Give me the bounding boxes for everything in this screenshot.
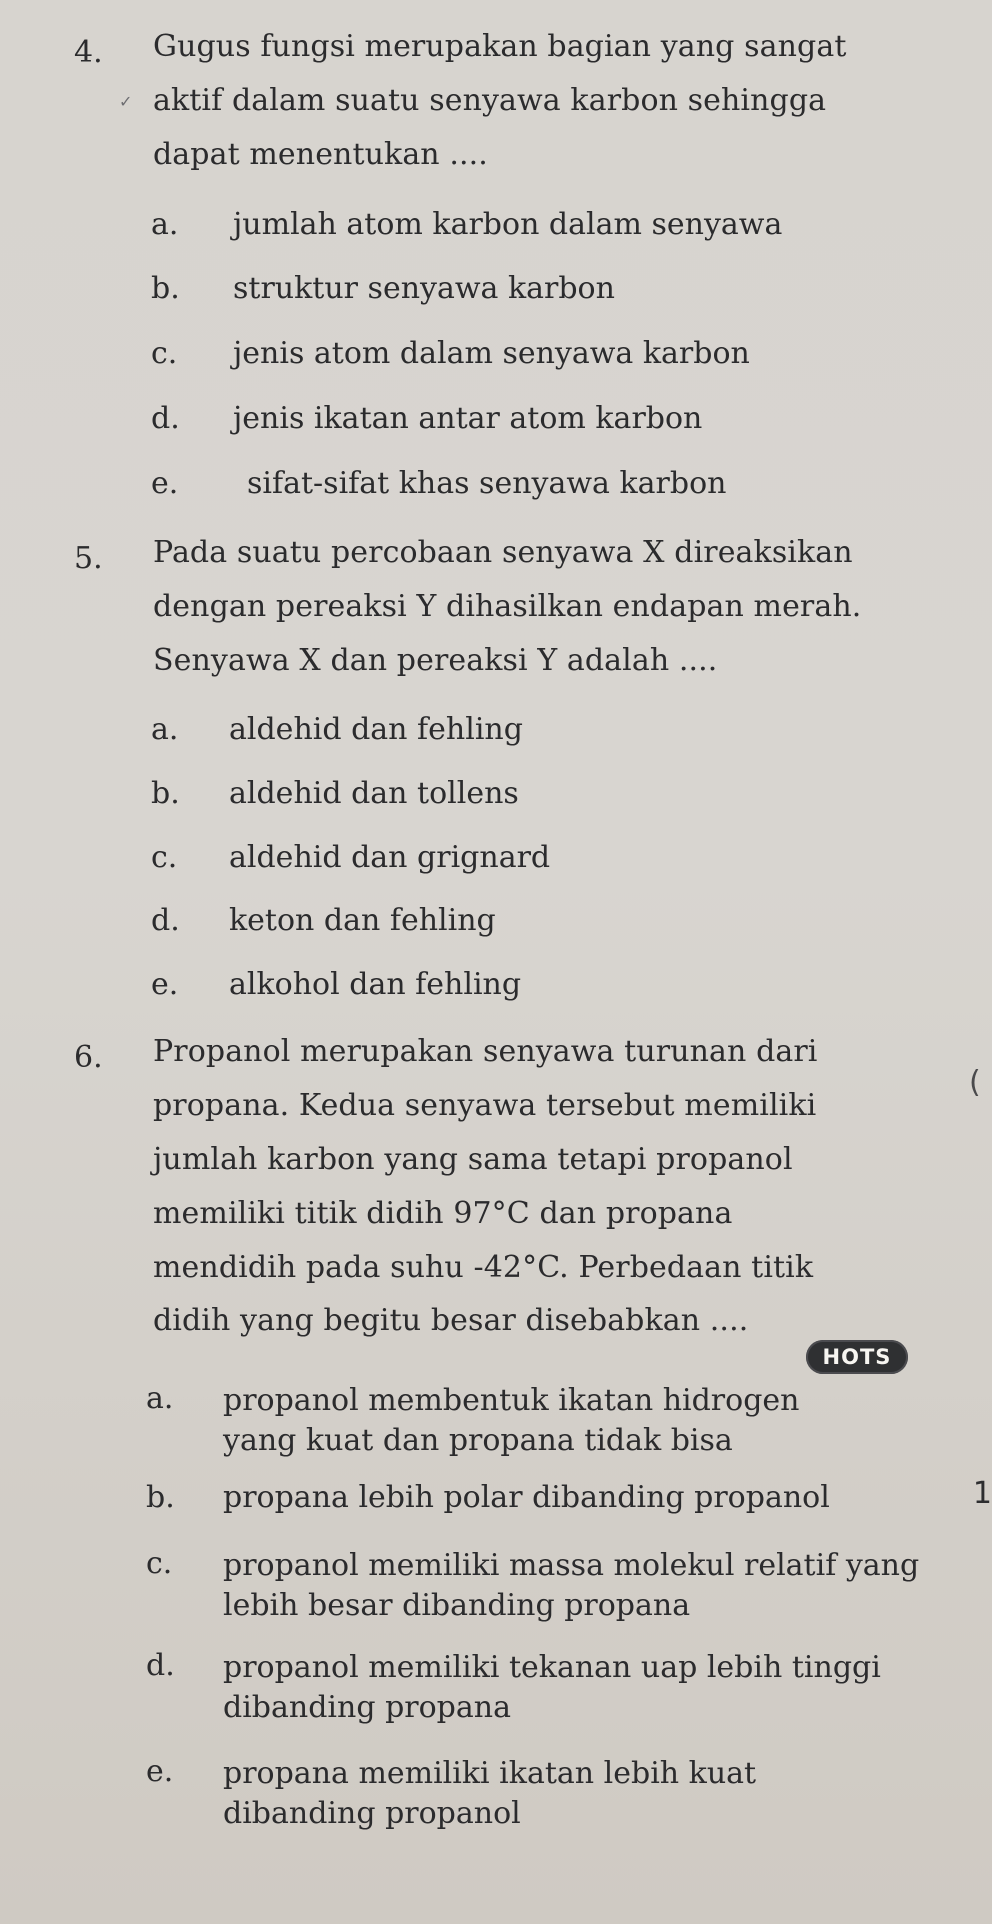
option-text: propanol memiliki tekanan uap lebih tinggi dibanding propana bbox=[223, 1650, 881, 1725]
check-mark-icon: ✓ bbox=[119, 92, 133, 111]
stem-line: memiliki titik didih 97°C dan propana bbox=[153, 1195, 733, 1231]
option-text: propana memiliki ikatan lebih kuat dibanding propanol bbox=[223, 1756, 757, 1831]
stem-line: mendidih pada suhu -42°C. Perbedaan titik bbox=[153, 1249, 814, 1285]
option-text: jenis atom dalam senyawa karbon bbox=[233, 336, 750, 371]
option-text: aldehid dan tollens bbox=[229, 776, 519, 811]
option-letter: a. bbox=[146, 1381, 174, 1416]
option-text: alkohol dan fehling bbox=[229, 967, 522, 1002]
option-d[interactable] bbox=[146, 1648, 946, 1734]
option-text: keton dan fehling bbox=[229, 903, 496, 938]
option-text: propanol membentuk ikatan hidrogen yang kuat dan propana tidak bisa bbox=[223, 1383, 800, 1458]
stem-line: dapat menentukan .... bbox=[153, 136, 488, 172]
option-letter: b. bbox=[146, 1480, 175, 1515]
stem-line: Senyawa X dan pereaksi Y adalah .... bbox=[153, 642, 718, 678]
option-a[interactable] bbox=[146, 1381, 946, 1467]
option-text: struktur senyawa karbon bbox=[233, 271, 615, 306]
question-number: 4. bbox=[74, 35, 103, 70]
option-letter: e. bbox=[146, 1754, 174, 1789]
margin-parenthesis: ( bbox=[969, 1065, 981, 1100]
option-letter: a. bbox=[151, 712, 179, 747]
option-c[interactable] bbox=[146, 1546, 946, 1632]
stem-line: Pada suatu percobaan senyawa X direaksikan bbox=[153, 535, 853, 570]
option-b[interactable] bbox=[146, 1480, 946, 1520]
option-text: propanol memiliki massa molekul relatif yang lebih besar dibanding propana bbox=[223, 1548, 920, 1623]
option-text: aldehid dan grignard bbox=[229, 840, 551, 875]
option-letter: c. bbox=[146, 1546, 173, 1581]
option-text: jumlah atom karbon dalam senyawa bbox=[233, 207, 783, 242]
stem-line: propana. Kedua senyawa tersebut memiliki bbox=[153, 1087, 817, 1123]
option-letter: a. bbox=[151, 207, 179, 242]
stem-line: aktif dalam suatu senyawa karbon sehingga bbox=[153, 82, 827, 118]
question-stem bbox=[153, 1035, 978, 1338]
stem-line: dengan pereaksi Y dihasilkan endapan merah. bbox=[153, 588, 862, 624]
option-text: jenis ikatan antar atom karbon bbox=[233, 401, 703, 436]
option-letter: d. bbox=[146, 1648, 175, 1683]
option-letter: c. bbox=[151, 336, 178, 371]
question-number: 5. bbox=[74, 541, 103, 576]
stem-line: Gugus fungsi merupakan bagian yang sangat bbox=[153, 29, 847, 64]
stem-line: jumlah karbon yang sama tetapi propanol bbox=[153, 1141, 793, 1177]
option-letter: e. bbox=[151, 967, 179, 1002]
question-number: 6. bbox=[74, 1040, 103, 1075]
option-letter: d. bbox=[151, 903, 180, 938]
option-letter: e. bbox=[151, 466, 179, 501]
option-letter: b. bbox=[151, 776, 180, 811]
hots-badge: HOTS bbox=[806, 1340, 908, 1374]
stem-line: didih yang begitu besar disebabkan .... bbox=[153, 1303, 749, 1339]
option-text: aldehid dan fehling bbox=[229, 712, 523, 747]
option-e[interactable] bbox=[146, 1754, 946, 1840]
stem-line: Propanol merupakan senyawa turunan dari bbox=[153, 1034, 818, 1069]
option-letter: d. bbox=[151, 401, 180, 436]
option-letter: b. bbox=[151, 271, 180, 306]
option-text: sifat-sifat khas senyawa karbon bbox=[247, 466, 727, 501]
margin-page-number: 1 bbox=[972, 1479, 992, 1511]
option-letter: c. bbox=[151, 840, 178, 875]
option-text: propana lebih polar dibanding propanol bbox=[223, 1480, 830, 1515]
